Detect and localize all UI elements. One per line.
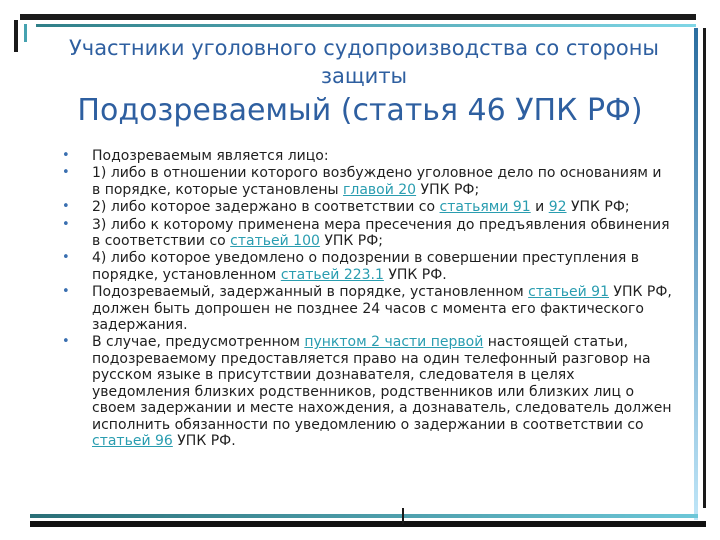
item-text: настоящей статьи, подозреваемому предоставляется право на один телефонный разговор на русском языке в присутствии дознавателя, следователя в целях уведомления близких родственников, родственников или близких лиц о своем задержании и месте нахождения, а дознаватель, следователь должен исполнить обязанности по уведомлению о задержании в соответствии со [92,334,672,433]
link-article-91[interactable]: статьями 91 [439,199,531,216]
frame-bottom-tick [402,508,404,524]
list-item [62,217,672,250]
frame-bottom-bar [30,521,706,527]
item-text: УПК РФ; [319,233,384,250]
frame-bottom-accent [30,514,698,518]
slide-subtitle: Участники уголовного судопроизводства со стороны защиты [68,36,660,88]
item-text: УПК РФ; [416,181,480,198]
item-text: УПК РФ; [566,199,630,216]
item-text: и [530,199,549,216]
item-text: Подозреваемый, задержанный в порядке, установленном [92,284,529,301]
link-article-100[interactable]: статьей 100 [230,233,320,250]
list-item [62,250,672,283]
item-text: 1) либо в отношении которого возбуждено уголовное дело по основаниям и в порядке, которые установлены [92,165,662,198]
item-text: УПК РФ, должен быть допрошен не позднее 24 часов с момента его фактического задержания. [92,284,672,334]
link-article-223-1[interactable]: статьей 223.1 [280,266,384,283]
bullet-icon: • [62,148,70,163]
bullet-list [62,148,672,450]
item-text: УПК РФ. [383,266,447,283]
item-text: В случае, предусмотренном [92,334,305,351]
slide-title: Подозреваемый (статья 46 УПК РФ) [77,93,643,128]
bullet-icon: • [62,199,70,215]
item-text: 3) либо к которому применена мера пресечения до предъявления обвинения в соответствии со [92,216,670,250]
item-text: 4) либо которое уведомлено о подозрении в совершении преступления в порядке, установленном [92,250,640,283]
frame-right-bar [703,28,706,508]
frame-top-bar [20,14,696,20]
list-item [62,284,672,333]
link-article-92[interactable]: 92 [548,199,567,216]
link-paragraph-2-part-1[interactable]: пунктом 2 части первой [304,334,484,351]
bullet-icon: • [62,284,70,300]
bullet-icon: • [62,165,70,181]
link-chapter-20[interactable]: главой 20 [343,181,417,198]
bullet-icon: • [62,216,70,232]
item-text: 2) либо которое задержано в соответствии со [92,199,440,216]
item-text: Подозреваемым является лицо: [92,148,329,164]
bullet-icon: • [62,250,70,266]
item-text: УПК РФ. [172,432,236,449]
frame-top-accent [36,24,696,27]
bullet-icon: • [62,334,70,350]
frame-left-accent [24,24,27,42]
frame-left-bar [14,20,18,52]
link-article-96[interactable]: статьей 96 [92,432,173,449]
list-item [62,334,672,449]
link-article-91-detention[interactable]: статьей 91 [528,284,609,301]
frame-right-accent [694,28,698,520]
list-item [62,165,672,198]
list-item [62,199,672,215]
list-item [62,148,672,164]
